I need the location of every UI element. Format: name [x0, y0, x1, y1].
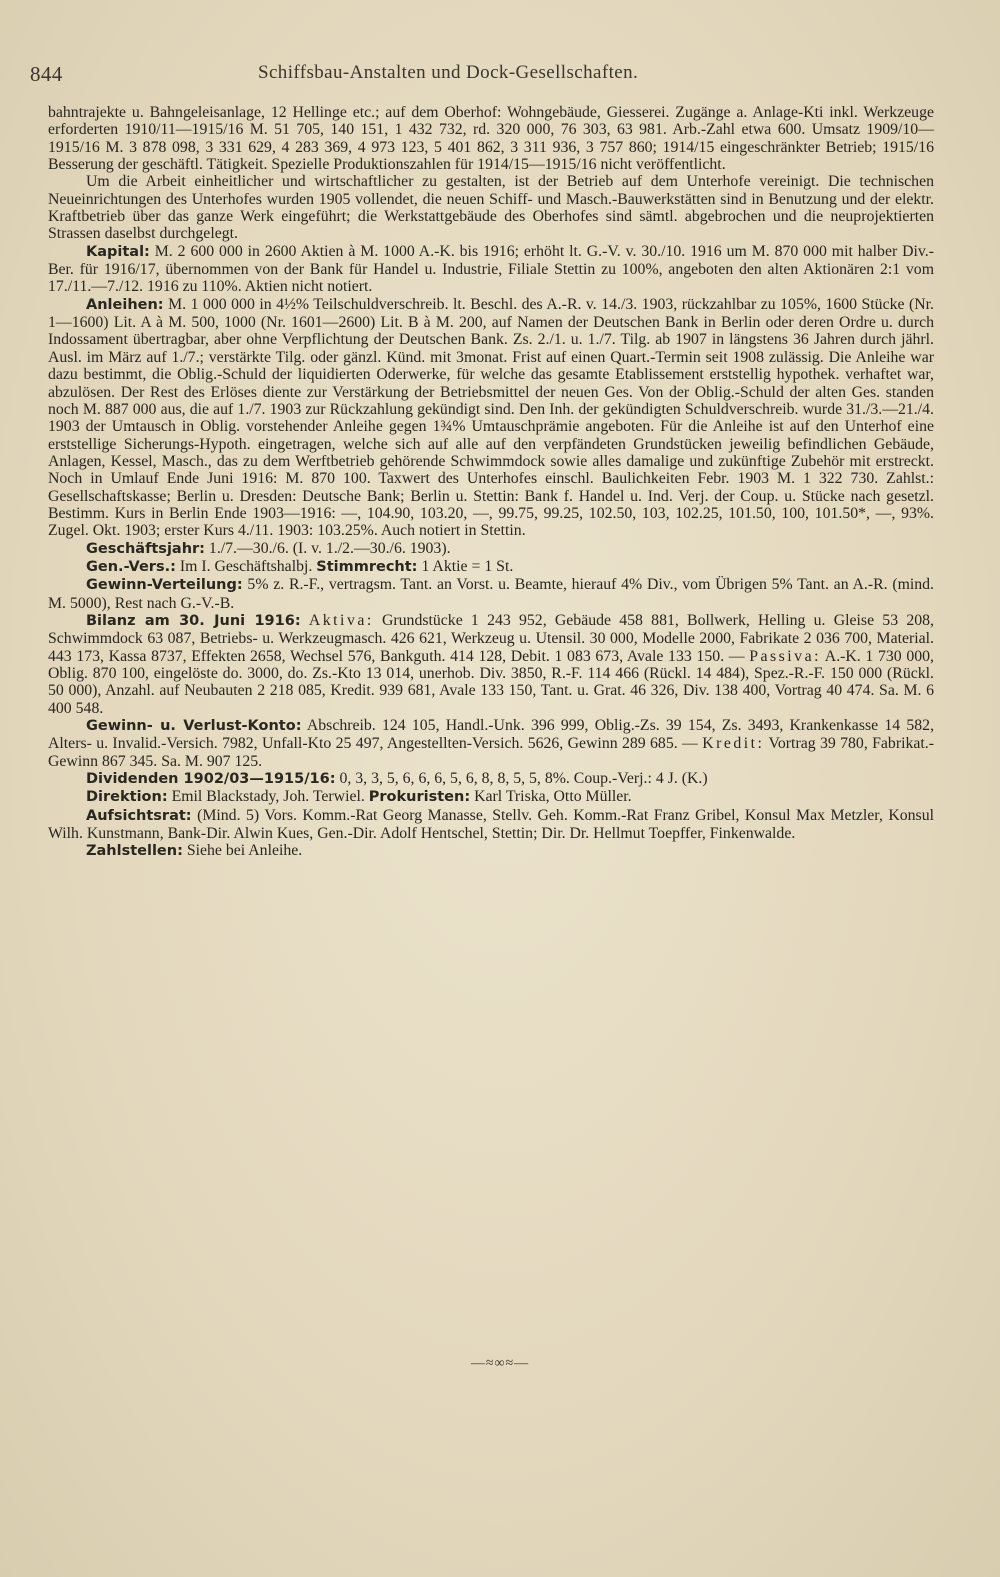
- aufsichtsrat-text: (Mind. 5) Vors. Komm.-Rat Georg Manasse, Stellv. Geh. Komm.-Rat Franz Gribel, Konsul Max Metzler, Konsul Wilh. Kunstmann, Bank-Dir. Alwin Kues, Gen.-Dir. Adolf Hentschel, Stettin; Dir. Dr. Hellmut Toepffer, Finkenwalde.: [48, 806, 934, 843]
- end-ornament: —≈∞≈—: [470, 1356, 530, 1371]
- kapital-text: M. 2 600 000 in 2600 Aktien à M. 1000 A.-K. bis 1916; erhöht lt. G.-V. v. 30./10. 1916 um M. 870 000 mit halber Div.-Ber. für 1916/17, übernommen von der Bank für Handel u. Industrie, Filiale Stettin zu 100%, angeboten den alten Aktionären 2:1 vom 17./11.—7./12. 1916 zu 110%. Aktien nicht notiert.: [48, 242, 934, 296]
- anleihen-text: M. 1 000 000 in 4½% Teilschuldverschreib. lt. Beschl. des A.-R. v. 14./3. 1903, rückzahlbar zu 105%, 1600 Stücke (Nr. 1—1600) Lit. A à M. 500, 1000 (Nr. 1601—2600) Lit. B à M. 200, auf Namen der Deutschen Bank in Berlin oder deren Ordre u. durch Indossament übertragbar, aber ohne Verpflichtung der Deutschen Bank. Zs. 2./1. u. 1./7. Tilg. ab 1907 in längstens 36 Jahren durch jährl. Ausl. im März auf 1./7.; verstärkte Tilg. oder gänzl. Künd. mit 3monat. Frist auf einen Quart.-Termin seit 1908 zulässig. Die Anleihe war dazu bestimmt, die Oblig.-Schuld der liquidierten Oderwerke, für welche das gesamte Etablissement erststellig hypothek. verhaftet war, abzulösen. Der Rest des Erlöses diente zur Verstärkung der Betriebsmittel der neuen Ges. Von der Oblig.-Schuld der alten Ges. standen noch M. 887 000 aus, die auf 1./7. 1903 zur Rückzahlung gekündigt sind. Den Inh. der gekündigten Schuldverschreib. wurde 31./3.—21./4. 1903 der Umtausch in Oblig. vorstehender Anleihe gegen 1¾% Umtauschprämie angeboten. Für die Anleihe ist auf den Unterhof eine erststellige Sicherungs-Hypoth. eingetragen, welche sich auf alle auf den verpfändeten Grundstücken jeweilig befindlichen Gebäude, Anlagen, Kessel, Masch., das zu dem Werftbetrieb gehörende Schwimmdock sowie alles damalige und zukünftige Zubehör mit erstreckt. Noch in Umlauf Ende Juni 1916: M. 870 100. Taxwert des Unterhofes einschl. Baulichkeiten Febr. 1903 M. 1 322 730. Zahlst.: Gesellschaftskasse; Berlin u. Dresden: Deutsche Bank; Berlin u. Stettin: Bank f. Handel u. Ind. Verj. der Coup. u. Stücke nach gesetzl. Bestimm. Kurs in Berlin Ende 1903—1916: —, 104.90, 103.20, —, 99.75, 99.25, 102.50, 103, 102.25, 101.50, 100, 101.50*, —, 93%. Zugel. Okt. 1903; erster Kurs 4./11. 1903: 103.25%. Auch notiert in Stettin.: [48, 295, 934, 540]
- prokuristen-text: Karl Triska, Otto Müller.: [474, 788, 632, 806]
- zahlstellen-label: Zahlstellen:: [86, 843, 183, 860]
- dividenden-text: 0, 3, 3, 5, 6, 6, 6, 5, 6, 8, 8, 5, 5, 8%. Coup.-Verj.: 4 J. (K.): [339, 770, 708, 788]
- stimmrecht-label: Stimmrecht:: [316, 558, 418, 575]
- bilanz-passiva-text: A.-K. 1 730 000, Oblig. 870 100, eingelöste do. 3000, do. Zs.-Kto 13 014, unerhob. Div. 3850, R.-F. 114 466 (Rückl. 14 484), Spez.-R.-F. 150 000 (Rückl. 50 000), Anzahl. auf Neubauten 2 218 085, Kredit. 939 681, Avale 133 150, Tant. u. Grat. 46 326, Div. 138 400, Vortrag 40 474. Sa. M. 6 400 548.: [48, 647, 934, 717]
- kapital-label: Kapital:: [86, 243, 150, 260]
- section-gewinn-verlust: [48, 717, 934, 770]
- paragraph-facilities: bahntrajekte u. Bahngeleisanlage, 12 Hellinge etc.; auf dem Oberhof: Wohngebäude, Giesserei. Zugänge a. Anlage-Kti inkl. Werkzeuge erforderten 1910/11—1915/16 M. 51 705, 140 151, 1 432 732, rd. 320 000, 76 303, 63 981. Arb.-Zahl etwa 600. Umsatz 1909/10—1915/16 M. 3 878 098, 3 331 629, 4 283 369, 4 973 123, 5 401 862, 3 311 936, 3 757 860; 1914/15 eingeschränkter Betrieb; 1915/16 Besserung der geschäftl. Tätigkeit. Spezielle Produktionszahlen für 1914/15—1915/16 nicht veröffentlicht.: [48, 104, 934, 174]
- genvers-label: Gen.-Vers.:: [86, 558, 176, 575]
- page-number: 844: [30, 62, 63, 86]
- bilanz-passiva-label: Passiva:: [749, 647, 821, 665]
- section-dividenden: [48, 770, 934, 788]
- bilanz-aktiva-text: Grundstücke 1 243 952, Gebäude 458 881, Bollwerk, Helling u. Gleise 53 208, Schwimmdock 63 087, Betriebs- u. Werkzeugmasch. 426 621, Werkzeug u. Utensil. 30 000, Modelle 2000, Fabrikate 2 036 700, Material. 443 173, Kassa 8737, Effekten 2658, Wechsel 576, Bankguth. 414 128, Debit. 1 083 673, Avale 133 150. —: [48, 611, 934, 665]
- dividenden-label: Dividenden 1902/03—1915/16:: [86, 771, 336, 788]
- section-genvers: [48, 558, 934, 576]
- section-anleihen: [48, 296, 934, 540]
- section-direktion: [48, 788, 934, 806]
- bilanz-label: Bilanz am 30. Juni 1916:: [86, 612, 301, 629]
- bilanz-aktiva-label: Aktiva:: [308, 611, 374, 629]
- zahlstellen-text: Siehe bei Anleihe.: [186, 842, 303, 860]
- section-bilanz: [48, 612, 934, 717]
- article-body: [48, 104, 934, 861]
- prokuristen-label: Prokuristen:: [368, 789, 471, 806]
- section-kapital: [48, 243, 934, 296]
- gewinn-verlust-kredit-text: Vortrag 39 780, Fabrikat.-Gewinn 867 345. Sa. M. 907 125.: [48, 735, 934, 770]
- anleihen-label: Anleihen:: [86, 296, 164, 313]
- section-gewinn-verteilung: [48, 576, 934, 612]
- direktion-text: Emil Blackstady, Joh. Terwiel.: [171, 788, 365, 806]
- geschaeftsjahr-text: 1./7.—30./6. (I. v. 1./2.—30./6. 1903).: [208, 539, 451, 557]
- stimmrecht-text: 1 Aktie = 1 St.: [421, 557, 514, 575]
- running-head: Schiffsbau-Anstalten und Dock-Gesellschaften.: [258, 62, 639, 83]
- section-zahlstellen: [48, 842, 934, 860]
- gewinn-verlust-label: Gewinn- u. Verlust-Konto:: [86, 718, 302, 735]
- gewinn-verlust-kredit-label: Kredit:: [702, 735, 765, 753]
- gewinn-verteilung-label: Gewinn-Verteilung:: [86, 577, 243, 594]
- aufsichtsrat-label: Aufsichtsrat:: [86, 807, 192, 824]
- gewinn-verlust-debit-text: Abschreib. 124 105, Handl.-Unk. 396 999, Oblig.-Zs. 39 154, Zs. 3493, Krankenkasse 14 582, Alters- u. Invalid.-Versich. 7982, Unfall-Kto 25 497, Angestellten-Versich. 5626, Gewinn 289 685. —: [48, 717, 935, 753]
- genvers-text: Im I. Geschäftshalbj.: [179, 557, 313, 575]
- section-aufsichtsrat: [48, 807, 934, 843]
- paragraph-operations: Um die Arbeit einheitlicher und wirtschaftlicher zu gestalten, ist der Betrieb auf dem Unterhofe vereinigt. Die technischen Neueinrichtungen des Unterhofes wurden 1905 vollendet, die neuen Schiff- und Masch.-Bauwerkstätten sind in Benutzung und der elektr. Kraftbetrieb über das ganze Werk eingeführt; die Werkstattgebäude des Oberhofes sind sämtl. abgebrochen und die neuprojektierten Strassen daselbst durchgelegt.: [48, 173, 934, 243]
- gewinn-verteilung-text: 5% z. R.-F., vertragsm. Tant. an Vorst. u. Beamte, hierauf 4% Div., vom Übrigen 5% Tant. an A.-R. (mind. M. 5000), Rest nach G.-V.-B.: [48, 576, 935, 612]
- section-geschaeftsjahr: [48, 540, 934, 558]
- geschaeftsjahr-label: Geschäftsjahr:: [86, 540, 205, 557]
- direktion-label: Direktion:: [86, 789, 168, 806]
